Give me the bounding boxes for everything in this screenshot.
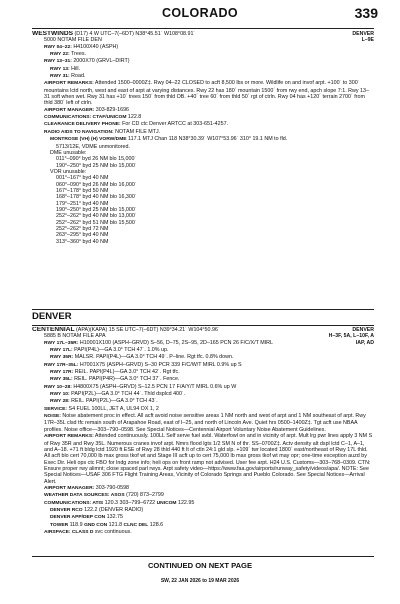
entry-line (32, 129, 374, 136)
centennial-entry (32, 327, 374, 536)
entry-text: H4800X75 (ASPH–GRVD) S–12.5 PCN 17 F/A/Y/T MIRL 0.6% up W (71, 383, 237, 390)
entry-key: CLEARANCE DELIVERY PHONE: (44, 122, 121, 128)
westwinds-right-chart: L–9E (361, 37, 374, 44)
entry-text: 303-790-0598 (94, 484, 130, 491)
city-heading: DENVER (32, 311, 72, 322)
entry-key: RWY 22: (50, 52, 70, 58)
entry-text: REIL. PAPI(P2L)—GA 3.0° TCH 43´. (69, 398, 158, 405)
city-rule-bottom (32, 325, 374, 326)
entry-text: 190°–250° byd 25 NM blo 15,000´ (56, 206, 137, 213)
page-header (0, 6, 400, 26)
westwinds-entry (32, 31, 374, 245)
entry-text: 122.8 (126, 114, 142, 121)
entry-key: RWY 17R–35L: (44, 362, 79, 368)
centennial-right-chart: H–3F, 5A, L–10F, A (328, 333, 374, 340)
entry-key: RWY 13–31: (44, 59, 72, 65)
entry-text: 011°–090° byd 26 NM blo 15,000´ (56, 156, 137, 163)
entry-line (32, 384, 374, 391)
header-rule (32, 28, 374, 29)
centennial-noise: NOISE: Noise abatement proc in effect. All acft avoid noise sensitive areas 1 NM north and west of arpt and 1 NM southeast of arpt. Rwy 17R–35L clsd tfc remain south of Arapahoe Road, east of I–25, and north of Lincoln Ave. Quiet hrs 0500–1400Z‡. Tgt acft use NBAA profiles. Noise office—303–790–0598. See Special Notices—Centennial Airport Voluntary Noise Abatement Guidelines. (44, 413, 366, 433)
entry-line (32, 340, 374, 347)
entry-line (32, 362, 374, 369)
entry-key: RWY 10: (50, 392, 70, 398)
entry-text: H7001X75 (ASPH–GRVD) S–30 PCR 339 F/C/W/T MIRL 0.9% up S (78, 361, 242, 368)
westwinds-line2: 5000 NOTAM FILE DEN (44, 37, 102, 44)
entry-text: 252°–262° byd 72 NM (56, 225, 109, 232)
centennial-details (32, 485, 374, 536)
entry-line (32, 391, 374, 398)
city-rule (32, 309, 374, 310)
entry-line (32, 485, 374, 492)
entry-text: (720) 873–2799 (124, 492, 164, 499)
airport-name: CENTENNIAL (32, 327, 75, 333)
entry-line (32, 44, 374, 51)
airport-name: WESTWINDS (32, 31, 74, 37)
entry-line (32, 136, 374, 143)
entry-text: REIL. PAPI(P4R)—GA 3.0° TCH 37´. Fence. (72, 376, 180, 383)
entry-text: 118.9 (68, 521, 85, 528)
entry-text: 2000X70 (GRVL–DIRT) (71, 58, 130, 65)
entry-text: 313°–360° byd 40 NM (56, 238, 109, 245)
entry-line (32, 398, 374, 405)
entry-key: RWY 35R: (50, 355, 74, 361)
entry-text: DME unusable: (50, 149, 87, 156)
entry-line (32, 51, 374, 58)
centennial-remarks: AIRPORT REMARKS: Attended continuously. 100LL Self serve fuel avbl. Waterfowl on and in vicinity of arpt. Mult lrg pwr lines apply 3 NM S of Rwy 35R and Rwy 35L. Numerous cranes invof arpt. Nmrs flood lgts 1/2 SM N of thr. SS–0700Z‡. Actv density alt dspl lctd C–1, A–1, and A–18. +71 ft bldg lctd 1920 ft ESE of Rwy 28 thld 440 ft lt of ctln 24:1 gld slp. +109´ twr located 1800´ east/northeast of Rwy 17L thld. All acft blo cert 70,000 lb max gross tkof wt and Stage III acft up to cert 75,000 lb max gross tkof wt may opr; one-time exception auzd by Exec Dir. Heli ops ctc FBO for lndg zone info; heli ops on front ramp not advised. User fee arpt. H24 U.S. Customs—303–768–0309. CTN: Ensure proper rwy alimnt; close spaced parl rwys. Arpt safety video—https://www.faa.gov/airports/runway_safety/videos/apa/. NOTE: See Special Notices—USAF 306 FTG Flight Training Areas, Vicinity of Colorado Springs and Pueblo Colorado. See Special Notices—Arrival Alert. (44, 433, 373, 485)
entry-text: 001°–167° byd 40 NM (56, 175, 109, 182)
westwinds-title-line: WESTWINDS (D17) 4 W UTC–7(–6DT) N38°45.51´ W108°08.91´ (32, 31, 196, 37)
entry-text: Trees. (69, 51, 87, 58)
entry-key: MONTROSE (VH) (H) VORW/DME (50, 137, 127, 143)
entry-line (32, 507, 374, 514)
entry-key: RWY 35L: (50, 377, 73, 383)
entry-text: 122.2 (DENVER RADIO) (82, 506, 144, 513)
entry-text: Hill. (69, 65, 81, 72)
continued-notice: CONTINUED ON NEXT PAGE (147, 561, 253, 570)
entry-text: 167°–178° byd 50 NM (56, 187, 109, 194)
entry-line (32, 514, 374, 521)
entry-line (32, 239, 374, 245)
page-number: 339 (354, 5, 378, 21)
entry-key: RWY 13: (50, 66, 70, 72)
entry-line (32, 66, 374, 73)
westwinds-remarks: AIRPORT REMARKS: Attended 1500–0000Z‡. Rwy 04–22 CLOSED to acft 8,500 lbs or more. Wildlife on and invof arpt. +100´ to 300´ mountains lctd north, west and east of arpt at varying distances. Rwy 22 has 180´ mountain 1500´ from rwy end, apch slope 7:1. Rwy 13–31 soft when wet. Rwy 31 has +10´ trees 150´ from thld OB. +40´ tree 60´ from thld 50´ rgt of ctrln. Rwy 04 has +120´ terrain 2700´ from thld 380´ left of ctrln. (44, 80, 369, 107)
entry-line (32, 114, 374, 121)
entry-text: MALSR. PAPI(P4L)—GA 3.0° TCH 49´. P–line. Rgt tfc. 0.8% down. (73, 354, 234, 361)
entry-key: CLNC DEL (123, 522, 149, 528)
entry-key: AIRSPACE: CLASS D (44, 529, 94, 535)
entry-key: TOWER (50, 522, 69, 528)
entry-key: RWY 10–28: (44, 384, 72, 390)
entry-key: AIRPORT MANAGER: (44, 107, 95, 113)
cycle-dates: SW, 22 JAN 2026 to 19 MAR 2026 (160, 578, 240, 584)
state-title: COLORADO (161, 6, 239, 20)
entry-text: Road. (69, 73, 86, 80)
entry-line (32, 347, 374, 354)
entry-line (32, 73, 374, 80)
entry-key: RWY 17L–35R: (44, 340, 79, 346)
entry-text: 122.95 (176, 499, 195, 506)
entry-text: PAPI(P4L)—GA 3.0° TCH 47´. 1.0% up. (72, 347, 169, 354)
entry-text: H4100X40 (ASPH) (71, 43, 119, 50)
entry-text: 117.1 MTJ Chan 118 N38°30.39´ W107°53.96´ 310° 19.1 NM to fld. (126, 136, 288, 143)
entry-line (32, 107, 374, 114)
centennial-runways (32, 340, 374, 413)
entry-key: DENVER APP/DEP CON (50, 515, 106, 521)
entry-text: 303-829-1696 (94, 106, 130, 113)
entry-key: COMMUNICATIONS: CTAF/UNICOM (44, 115, 127, 121)
entry-key: AIRPORT MANAGER: (44, 485, 95, 491)
entry-key: WEATHER DATA SOURCES: ASOS (44, 493, 125, 499)
entry-text: 190°–250° byd 25 NM blo 15,000´ (56, 162, 137, 169)
entry-key: RWY 17L: (50, 348, 73, 354)
entry-line (32, 522, 374, 529)
entry-line (32, 406, 374, 413)
entry-line (32, 492, 374, 499)
entry-text: 128.6 (148, 521, 164, 528)
entry-text: 132.75 (105, 514, 124, 521)
centennial-right-iap: IAP, AD (355, 339, 374, 346)
entry-text: 252°–262° byd 40 NM blo 13,000´ (56, 213, 137, 220)
entry-text: 263°–295° byd 40 NM (56, 232, 109, 239)
entry-key: DENVER RCO (50, 507, 83, 513)
entry-text: NOTAM FILE MTJ. (113, 128, 161, 135)
entry-line (32, 529, 374, 536)
westwinds-details (32, 107, 374, 245)
entry-key: RADIO AIDS TO NAVIGATION: (44, 129, 114, 135)
entry-line (32, 121, 374, 128)
entry-key: RWY 17R: (50, 370, 74, 376)
entry-text: 179°–251° byd 40 NM (56, 200, 109, 207)
westwinds-runways (32, 44, 374, 81)
entry-text: VOR unusable: (50, 168, 87, 175)
entry-key: UNICOM (156, 500, 177, 506)
entry-key: RWY 31: (50, 74, 70, 80)
entry-text: S4 FUEL 100LL, JET A, UL94 OX 1, 2 (67, 405, 159, 412)
entry-text: 121.8 (107, 521, 124, 528)
entry-key: SERVICE: (44, 406, 68, 412)
entry-key: RWY 28: (50, 399, 70, 405)
entry-text: svc continuous. (93, 528, 132, 535)
footer-rule (32, 556, 374, 557)
entry-line (32, 354, 374, 361)
entry-text: 120.3 303–799–6722 (103, 499, 157, 506)
entry-text: H10001X100 (ASPH–GRVD) S–56, D–75, 2S–95, 2D–165 PCN 26 F/C/X/T MIRL (78, 339, 273, 346)
centennial-right-city: DENVER (352, 327, 374, 333)
entry-text: For CD ctc Denver ARTCC at 303-651-4257. (120, 121, 229, 128)
entry-line (32, 58, 374, 65)
centennial-title-line: CENTENNIAL (APA)(KAPA) 15 SE UTC–7(–6DT) N39°34.21´ W104°50.96´ (32, 327, 220, 333)
entry-text: 168°–178° byd 40 NM blo 16,300´ (56, 194, 137, 201)
entry-text: 5713/12E, VDME unmonitored. (56, 143, 130, 150)
entry-line (32, 369, 374, 376)
westwinds-right-city: DENVER (352, 31, 374, 37)
entry-text: 060°–090° byd 26 NM blo 16,000´ (56, 181, 137, 188)
entry-line (32, 500, 374, 507)
entry-key: GND CON (84, 522, 108, 528)
entry-text: REIL. PAPI(P4L)—GA 3.0° TCH 42´. Rgt tfc. (73, 369, 180, 376)
entry-line (32, 376, 374, 383)
entry-text: 252°–262° byd 51 NM blo 15,500´ (56, 219, 137, 226)
centennial-line2: 5885 B NOTAM FILE APA (44, 333, 106, 340)
entry-key: COMMUNICATIONS: ATIS (44, 500, 104, 506)
entry-text: PAPI(P2L)—GA 3.0° TCH 44´. Thld dsplcd 400´. (69, 391, 186, 398)
entry-key: RWY 04–22: (44, 44, 72, 50)
